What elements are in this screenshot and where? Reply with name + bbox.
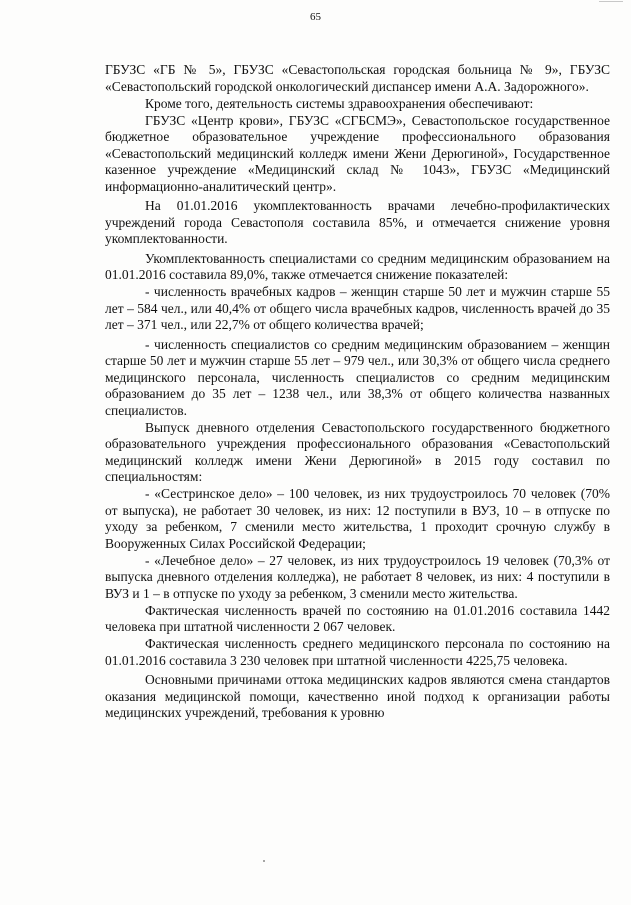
paragraph-actual-doctors: Фактическая численность врачей по состоянию на 01.01.2016 составила 1442 человека при штатной численности 2 067 человек. (105, 602, 610, 634)
paragraph-nursing-graduates: - «Сестринское дело» – 100 человек, из них трудоустроилось 70 человек (70% от выпуска), не работает 30 человек, из них: 12 поступили в ВУЗ, 10 – в отпуске по уходу за ребенком, 7 сменили место жительства, 1 проходит срочную службу в Вооруженных Силах Российской Федерации; (105, 486, 610, 551)
paragraph-nurse-age-stats: - численность специалистов со средним медицинским образованием – женщин старше 50 лет и мужчин старше 55 лет – 979 чел., или 30,3% от общего числа среднего медицинского персонала, численность специалистов со средним медицинским образованием до 35 лет – 1238 чел., или 38,3% от общего количества названных специалистов. (105, 336, 610, 418)
paragraph-outflow-reasons: Основными причинами оттока медицинских кадров являются смена стандартов оказания медицинской помощи, качественно иной подход к организации работы медицинских учреждений, требования к уровню (105, 672, 610, 720)
paragraph-college-graduates: Выпуск дневного отделения Севастопольского государственного бюджетного образовательного учреждения профессионального образования «Севастопольский медицинский колледж имени Жени Дерюгиной» в 2015 году составил по специальностям: (105, 419, 610, 484)
paragraph-doctor-staffing: На 01.01.2016 укомплектованность врачами лечебно-профилактических учреждений города Севастополя составила 85%, и отмечается снижение уровня укомплектованности. (105, 198, 610, 246)
paragraph-healthcare-support-intro: Кроме того, деятельность системы здравоохранения обеспечивают: (145, 95, 534, 111)
paragraph-medical-graduates: - «Лечебное дело» – 27 человек, из них трудоустроилось 19 человек (70,3% от выпуска дневного отделения колледжа), не работает 8 человек, из них: 4 поступили в ВУЗ и 1 – в отпуске по уходу за ребенком, 3 сменили место жительства. (105, 552, 610, 601)
scan-corner-mark (599, 1, 623, 5)
scan-speck (263, 860, 265, 862)
page-number: 65 (310, 11, 321, 23)
page-body (105, 62, 610, 722)
paragraph-nurse-staffing: Укомплектованность специалистами со средним медицинским образованием на 01.01.2016 составила 89,0%, также отмечается снижение показателей: (105, 250, 610, 282)
paragraph-healthcare-institutions: ГБУЗС «Центр крови», ГБУЗС «СГБСМЭ», Севастопольское государственное бюджетное образовательное учреждение профессионального образования «Севастопольский медицинский колледж имени Жени Дерюгиной», Государственное казенное учреждение «Медицинский склад № 1043», ГБУЗС «Медицинский информационно-аналитический центр». (105, 112, 610, 194)
paragraph-actual-nurses: Фактическая численность среднего медицинского персонала по состоянию на 01.01.2016 составила 3 230 человек при штатной численности 4225,75 человека. (105, 636, 610, 668)
paragraph-doctor-age-stats: - численность врачебных кадров – женщин старше 50 лет и мужчин старше 55 лет – 584 чел., или 40,4% от общего числа врачебных кадров, численность врачей до 35 лет – 371 чел., или 22,7% от общего количества врачей; (105, 284, 610, 332)
paragraph-hospitals-list: ГБУЗС «ГБ № 5», ГБУЗС «Севастопольская городская больница № 9», ГБУЗС «Севастопольский городской онкологический диспансер имени А.А. Задорожного». (105, 62, 610, 94)
